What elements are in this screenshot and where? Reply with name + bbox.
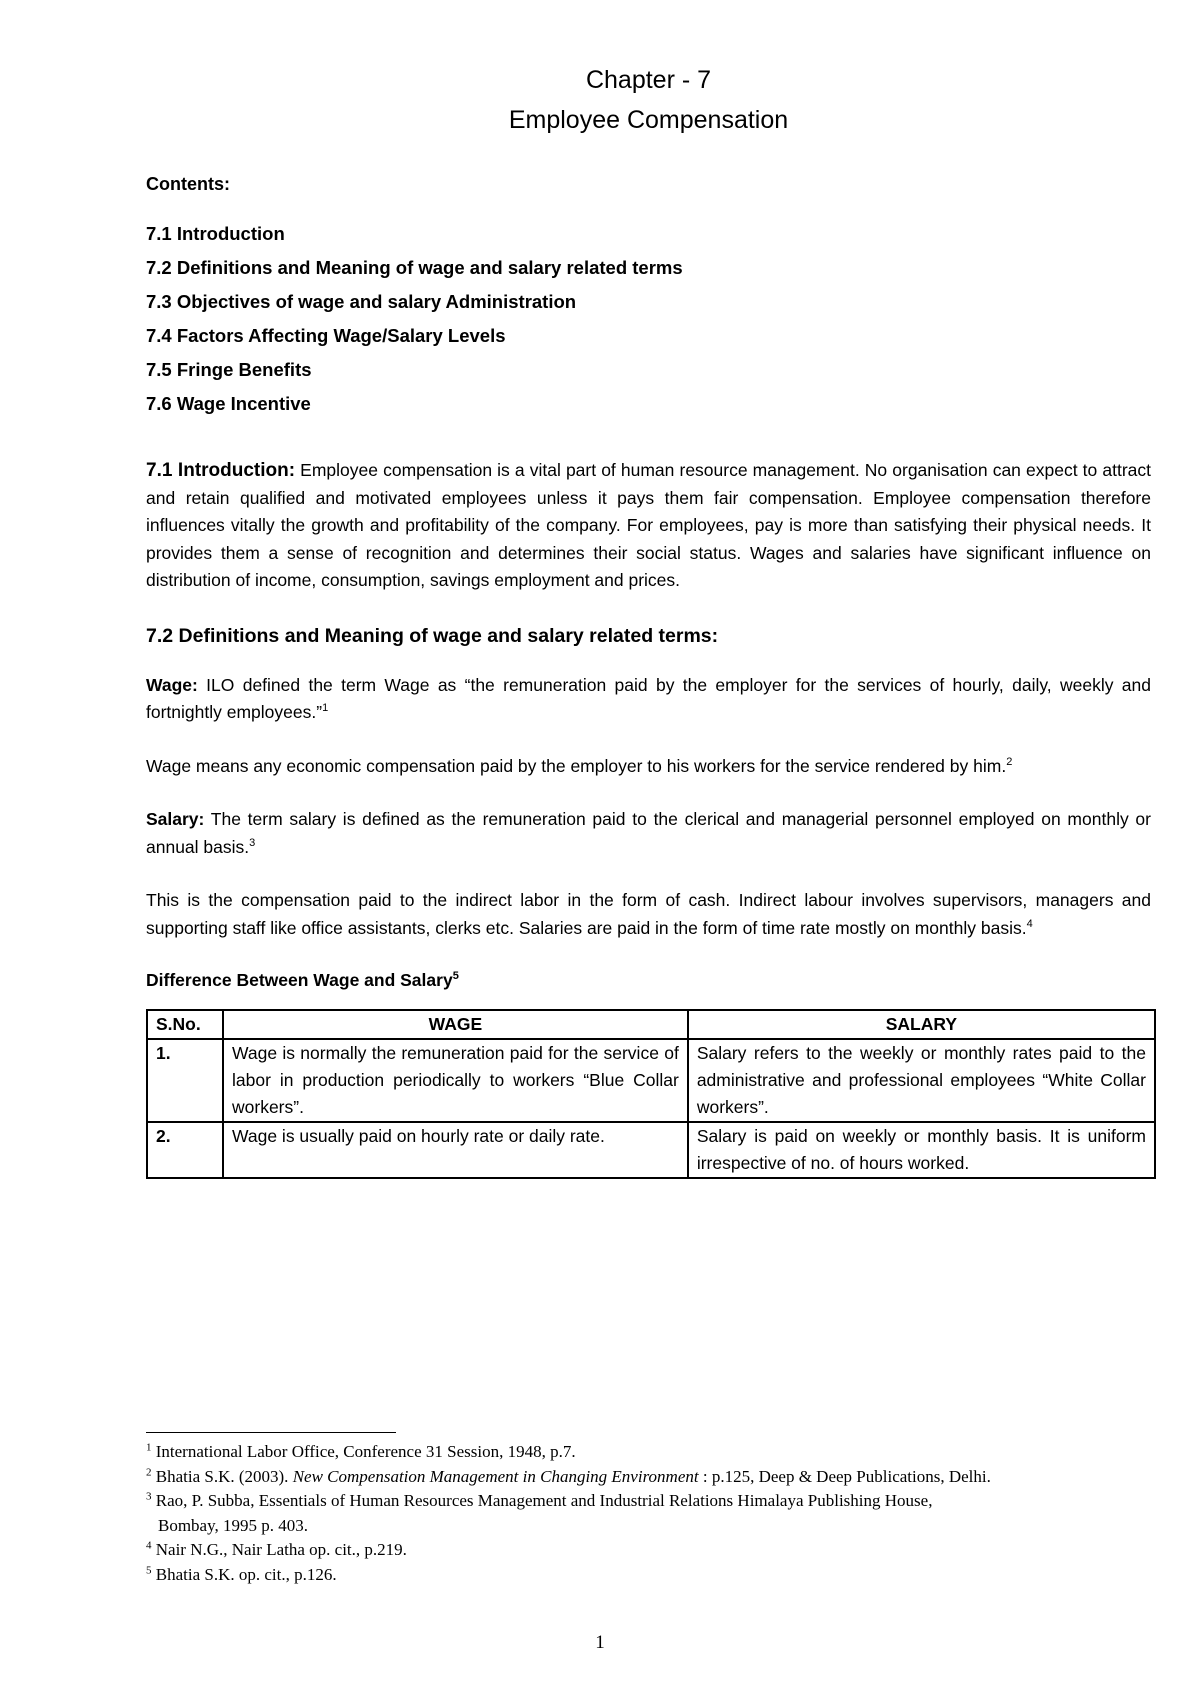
row-salary: Salary is paid on weekly or monthly basis. It is uniform irrespective of no. of hours worked. — [688, 1122, 1155, 1178]
row-wage: Wage is normally the remuneration paid for the service of labor in production periodically to workers “Blue Collar workers”. — [223, 1039, 688, 1122]
footnote-text: International Labor Office, Conference 31 Session, 1948, p.7. — [151, 1442, 576, 1461]
table-row — [147, 1039, 1155, 1122]
table-header-row — [147, 1010, 1155, 1039]
salary-definition — [146, 806, 1151, 861]
wage-definition — [146, 672, 1151, 727]
difference-heading — [146, 970, 1151, 991]
footnote-ref: 1 — [322, 702, 329, 715]
footnote-text: : p.125, Deep & Deep Publications, Delhi. — [698, 1466, 991, 1486]
footnote-ref: 5 — [452, 970, 459, 983]
column-header-wage: WAGE — [223, 1010, 688, 1039]
difference-heading-text: Difference Between Wage and Salary — [146, 970, 453, 990]
footnote-text: Bhatia S.K. op. cit., p.126. — [151, 1564, 337, 1584]
toc-item: 7.3 Objectives of wage and salary Administration — [146, 291, 577, 312]
page-number: 1 — [595, 1632, 605, 1653]
footnote-number: 4 — [146, 1539, 152, 1552]
wage-meaning — [146, 753, 1151, 781]
document-page — [146, 60, 1151, 1179]
footnote — [146, 1465, 1146, 1490]
footnote-ref: 3 — [249, 836, 256, 849]
introduction-heading: 7.1 Introduction: — [146, 460, 296, 481]
toc-item: 7.2 Definitions and Meaning of wage and salary related terms — [146, 257, 683, 278]
wage-meaning-text: Wage means any economic compensation paid by the employer to his workers for the service rendered by him. — [146, 755, 1007, 776]
toc-item: 7.6 Wage Incentive — [146, 393, 311, 414]
column-header-salary: SALARY — [688, 1010, 1155, 1039]
footnote-number: 3 — [146, 1490, 152, 1503]
footnote — [146, 1489, 1146, 1514]
row-sno: 2. — [147, 1122, 223, 1178]
footnote-continuation: Bombay, 1995 p. 403. — [158, 1515, 309, 1535]
footnote-text: Rao, P. Subba, Essentials of Human Resources Management and Industrial Relations Himalaya Publishing House, — [151, 1491, 933, 1510]
footnote-number: 5 — [146, 1563, 152, 1576]
salary-label: Salary: — [146, 809, 205, 829]
row-wage: Wage is usually paid on hourly rate or daily rate. — [223, 1122, 688, 1178]
toc-item: 7.4 Factors Affecting Wage/Salary Levels — [146, 325, 506, 346]
column-header-sno: S.No. — [147, 1010, 223, 1039]
chapter-title: Employee Compensation — [508, 106, 789, 134]
footnote-separator — [146, 1432, 396, 1433]
salary-explanation-text: This is the compensation paid to the indirect labor in the form of cash. Indirect labour involves supervisors, managers and supporting staff like office assistants, clerks etc. Salaries are paid in the form of time rate mostly on monthly basis. — [146, 890, 1151, 938]
footnote-book-title: New Compensation Management in Changing Environment — [292, 1466, 699, 1486]
table-row — [147, 1122, 1155, 1178]
salary-text: The term salary is defined as the remuneration paid to the clerical and managerial personnel employed on monthly or annual basis. — [146, 809, 1151, 857]
footnote — [146, 1563, 1146, 1588]
toc-item: 7.1 Introduction — [146, 223, 285, 244]
contents-label: Contents: — [146, 174, 230, 194]
chapter-number: Chapter - 7 — [585, 66, 712, 94]
footnote-text: Nair N.G., Nair Latha op. cit., p.219. — [151, 1540, 407, 1559]
footnote-ref: 4 — [1026, 917, 1033, 930]
footnote-text: Bhatia S.K. (2003). — [151, 1466, 293, 1486]
footnotes — [146, 1440, 1146, 1587]
row-sno: 1. — [147, 1039, 223, 1122]
wage-salary-table — [146, 1009, 1156, 1179]
row-salary: Salary refers to the weekly or monthly rates paid to the administrative and professional employees “White Collar workers”. — [688, 1039, 1155, 1122]
wage-label: Wage: — [146, 674, 198, 695]
footnote — [146, 1440, 1146, 1465]
footnote-ref: 2 — [1006, 755, 1013, 768]
footnote-number: 1 — [146, 1441, 152, 1454]
salary-explanation — [146, 887, 1151, 942]
toc-item: 7.5 Fringe Benefits — [146, 359, 312, 380]
table-of-contents — [146, 217, 1151, 421]
definitions-heading: 7.2 Definitions and Meaning of wage and salary related terms: — [146, 624, 719, 647]
footnote — [146, 1538, 1146, 1563]
wage-text: ILO defined the term Wage as “the remuneration paid by the employer for the services of hourly, daily, weekly and fortnightly employees.” — [146, 674, 1151, 722]
introduction-paragraph — [146, 457, 1151, 595]
introduction-text: Employee compensation is a vital part of human resource management. No organisation can expect to attract and retain qualified and motivated employees unless it pays them fair compensation. Employee compensation therefore influences vitally the growth and profitability of the company. For employees, pay is more than satisfying their physical needs. It provides them a sense of recognition and determines their social status. Wages and salaries have significant influence on distribution of income, consumption, savings employment and prices. — [146, 460, 1151, 590]
footnote-number: 2 — [146, 1465, 152, 1478]
